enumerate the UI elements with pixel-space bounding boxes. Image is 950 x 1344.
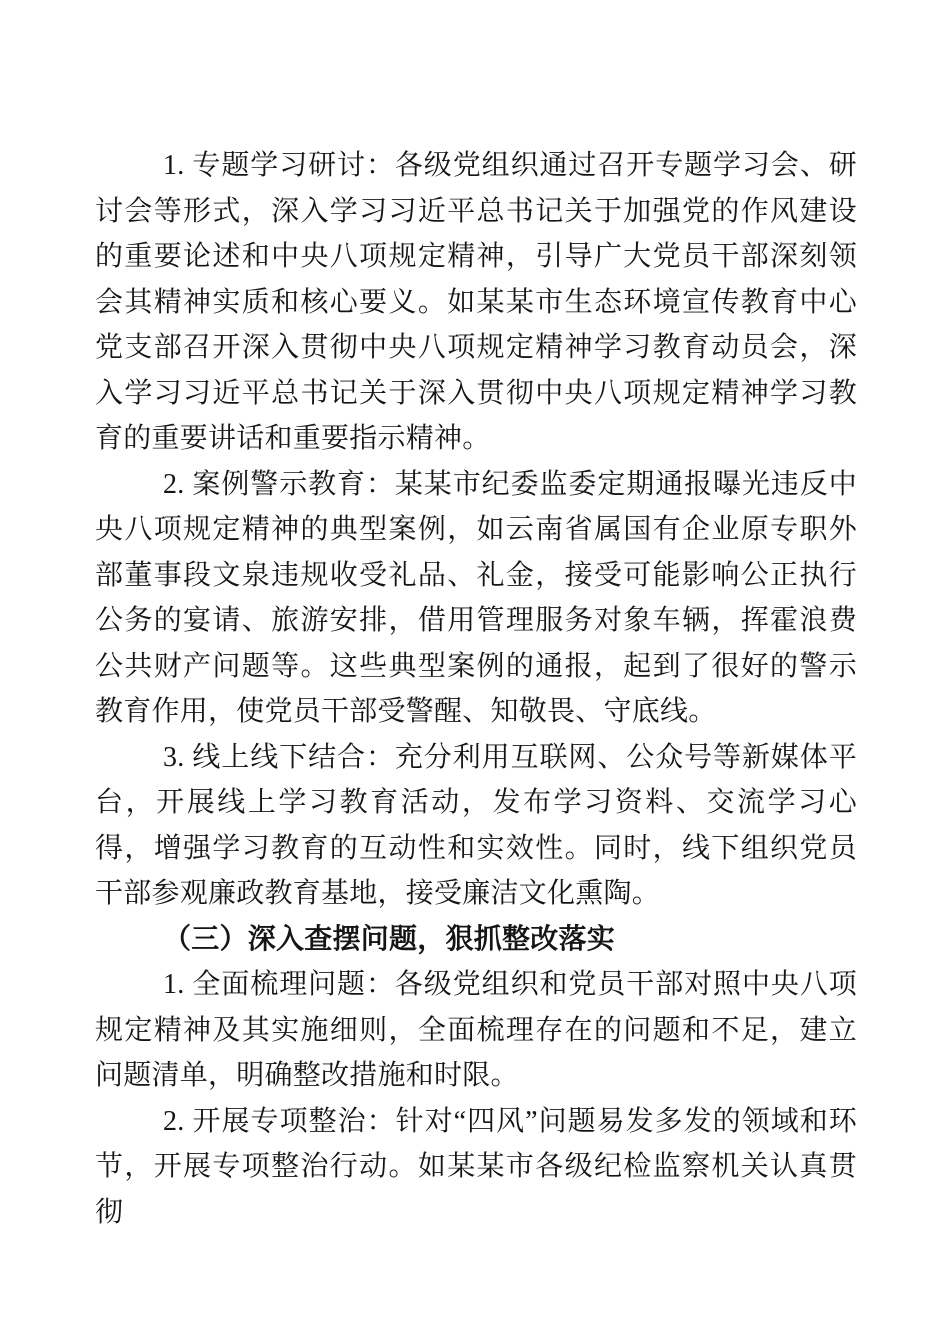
paragraph-sort-problems: 1. 全面梳理问题：各级党组织和党员干部对照中央八项规定精神及其实施细则，全面梳理存在的问题和不足，建立问题清单，明确整改措施和时限。 — [95, 969, 857, 1091]
section-heading-three: （三）深入查摆问题，狠抓整改落实 — [163, 923, 616, 955]
paragraph-case-warning-education: 2. 案例警示教育：某某市纪委监委定期通报曝光违反中央八项规定精神的典型案例，如云南省属国有企业原专职外部董事段文泉违规收受礼品、礼金，接受可能影响公正执行公务的宴请、旅游安排，借用管理服务对象车辆，挥霍浪费公共财产问题等。这些典型案例的通报，起到了很好的警示教育作用，使党员干部受警醒、知敬畏、守底线。 — [95, 468, 857, 727]
paragraph-special-rectification: 2. 开展专项整治：针对“四风”问题易发多发的领域和环节，开展专项整治行动。如某某市各级纪检监察机关认真贯彻 — [95, 1105, 857, 1228]
paragraph-special-study: 1. 专题学习研讨：各级党组织通过召开专题学习会、研讨会等形式，深入学习习近平总书记关于加强党的作风建设的重要论述和中央八项规定精神，引导广大党员干部深刻领会其精神实质和核心要义。如某某市生态环境宣传教育中心党支部召开深入贯彻中央八项规定精神学习教育动员会，深入学习习近平总书记关于深入贯彻中央八项规定精神学习教育的重要讲话和重要指示精神。 — [95, 150, 857, 454]
paragraph-online-offline: 3. 线上线下结合：充分利用互联网、公众号等新媒体平台，开展线上学习教育活动，发布学习资料、交流学习心得，增强学习教育的互动性和实效性。同时，线下组织党员干部参观廉政教育基地，接受廉洁文化熏陶。 — [95, 741, 857, 909]
document-body — [95, 143, 857, 1235]
